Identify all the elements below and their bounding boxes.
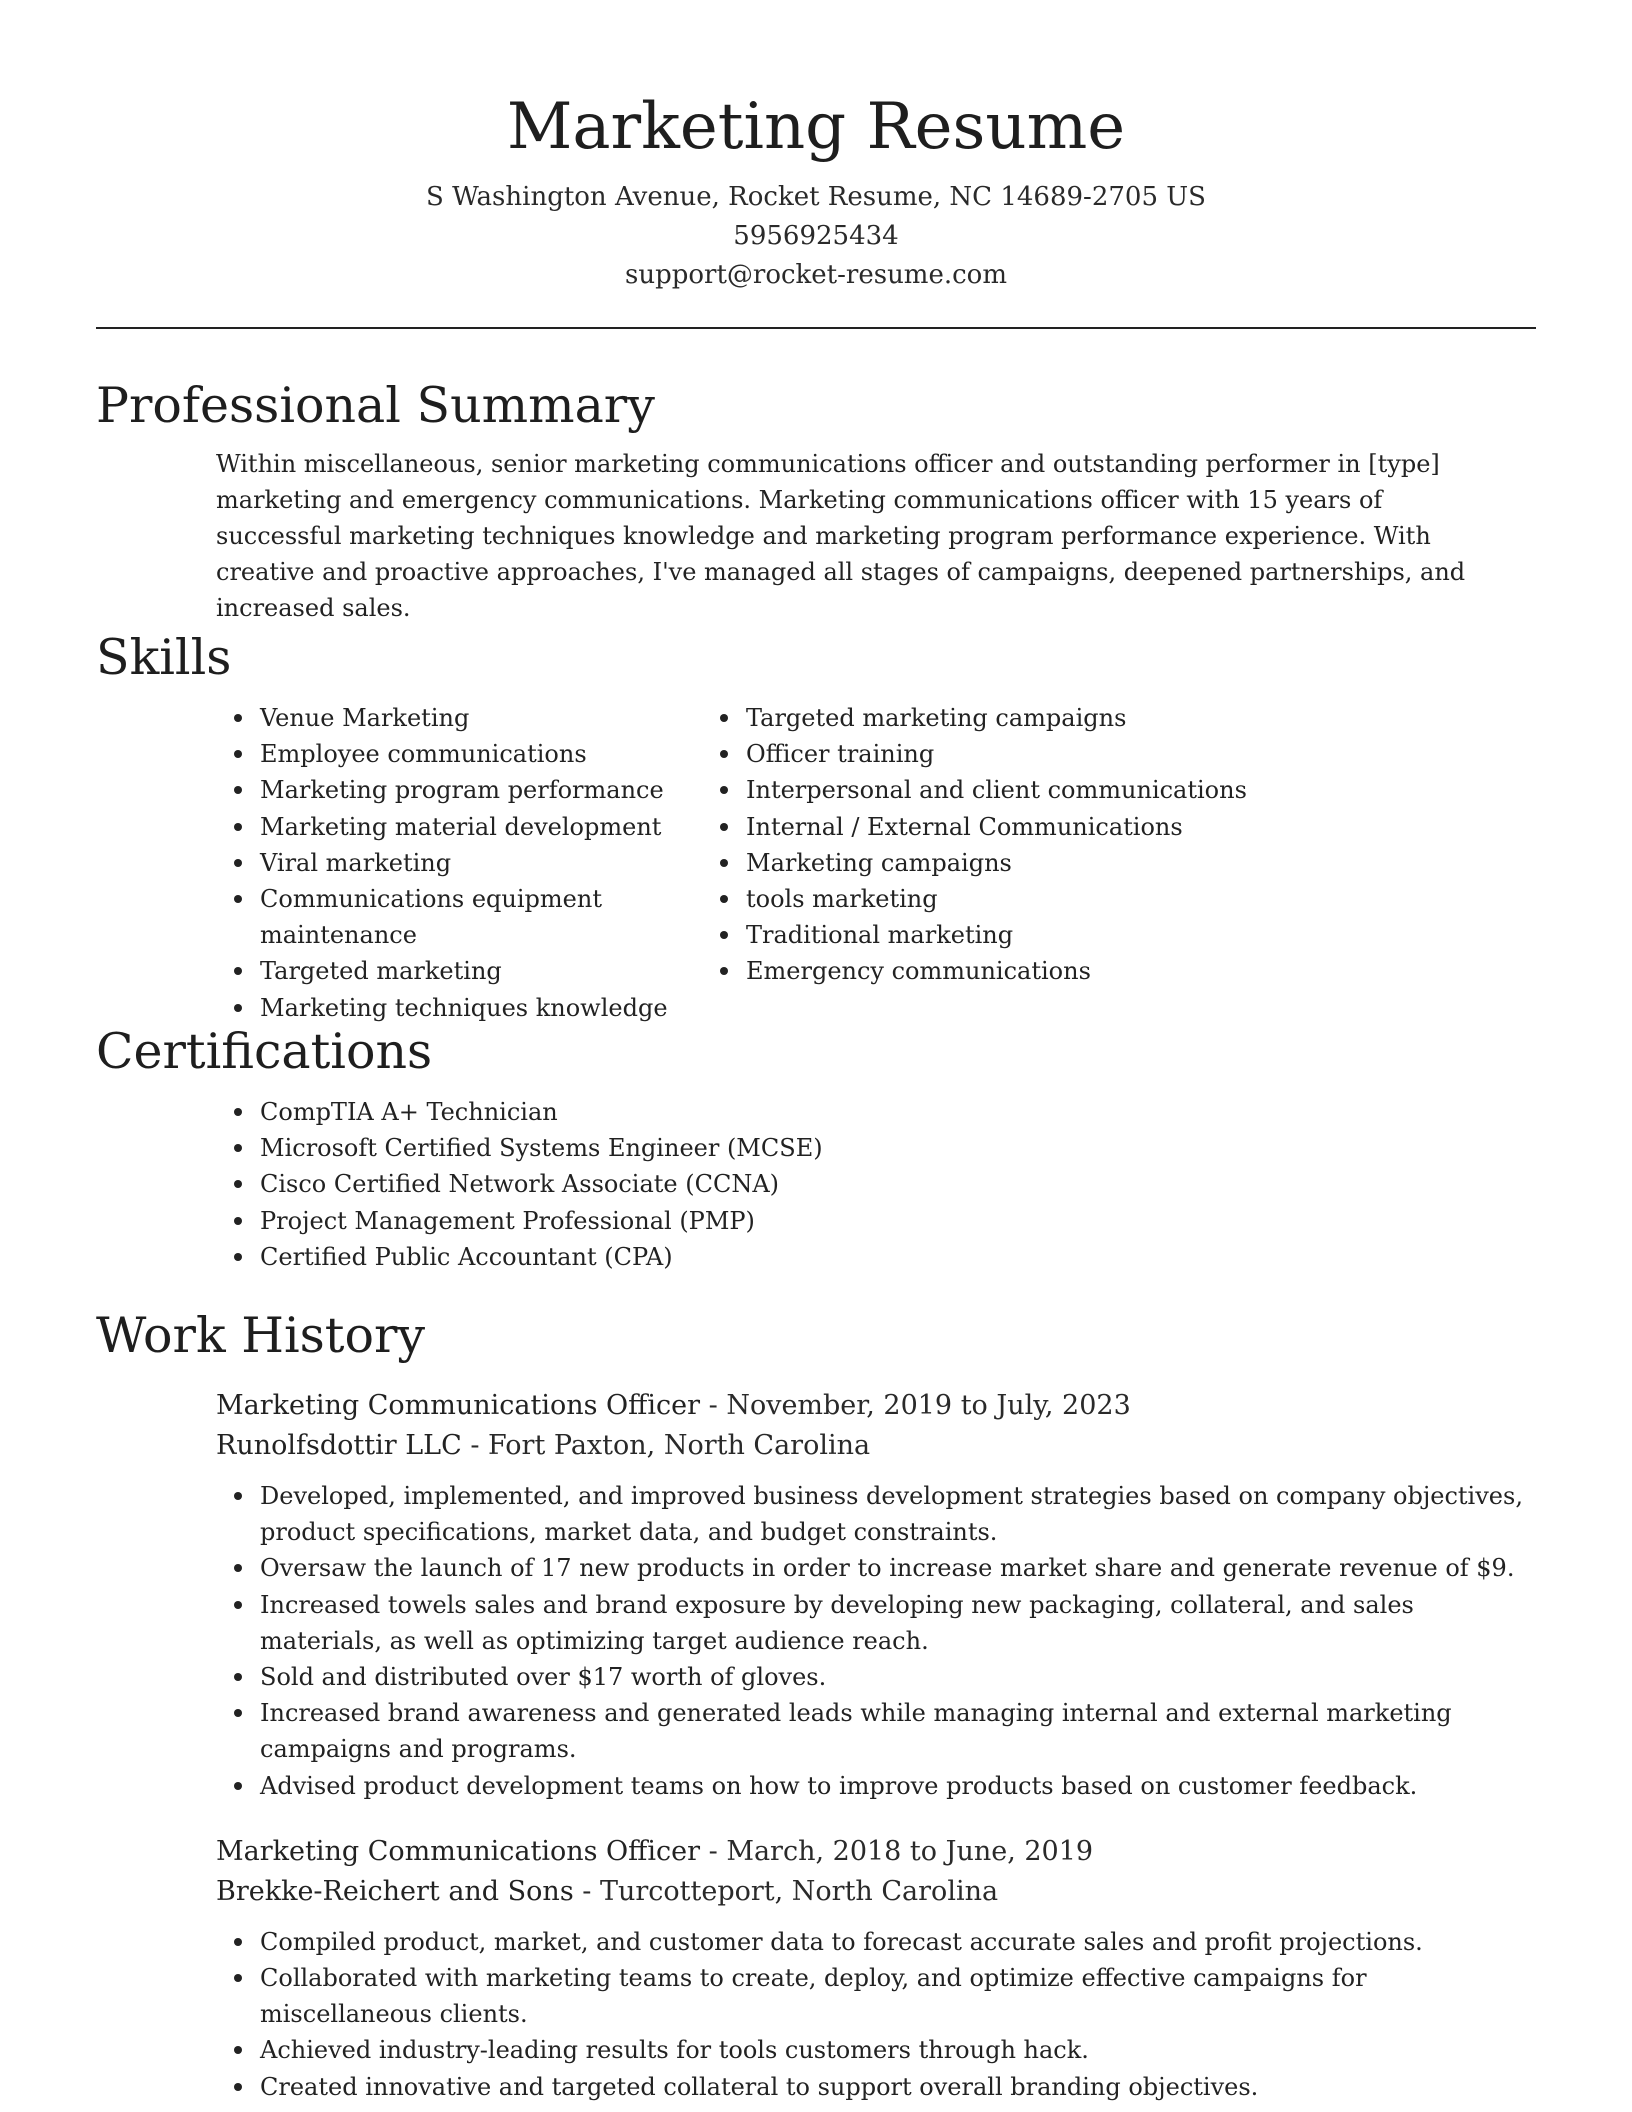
job-title-line <box>96 1386 1536 1426</box>
summary-text: Within miscellaneous, senior marketing communications officer and outstanding performer in [type] marketing and emergency communications. Marketing communications officer with 15 years of successful marketing techniques knowledge and marketing program performance experience. With creative and proactive approaches, I've managed all stages of campaigns, deepened partnerships, and increased sales. <box>216 450 1466 622</box>
job-duty-item: Collaborated with marketing teams to create, deploy, and optimize effective campaigns for miscellaneous clients. <box>260 1960 1536 2032</box>
job-duties-list <box>96 1478 1536 1804</box>
job-entry <box>96 1832 1536 2105</box>
summary-heading: Professional Summary <box>96 377 655 434</box>
job-duty-item: Developed, implemented, and improved business development strategies based on company objectives, product specifications, market data, and budget constraints. <box>260 1478 1536 1550</box>
job-title: Marketing Communications Officer <box>216 1390 701 1421</box>
work-history-section <box>96 1306 1536 2105</box>
skills-heading: Skills <box>96 629 232 686</box>
job-separator: - <box>700 1835 727 1867</box>
job-duty-item: Achieved industry-leading results for tools customers through hack. <box>260 2032 1536 2068</box>
resume-header <box>96 0 1536 329</box>
skill-item: Traditional marketing <box>746 917 1396 953</box>
certification-item: Certified Public Accountant (CPA) <box>260 1239 1536 1275</box>
work-history-heading: Work History <box>96 1307 426 1364</box>
job-company: Brekke-Reichert and Sons <box>216 1875 574 1907</box>
header-divider <box>96 327 1536 329</box>
skill-item: Employee communications <box>260 736 746 772</box>
job-location: Fort Paxton, North Carolina <box>488 1430 871 1461</box>
job-location: Turcotteport, North Carolina <box>599 1875 999 1907</box>
skill-item: Targeted marketing campaigns <box>746 700 1396 736</box>
job-duty-item: Increased towels sales and brand exposure by developing new packaging, collateral, and sales materials, as well as optimizing target audience reach. <box>260 1587 1536 1659</box>
skill-item: Marketing program performance <box>260 772 746 808</box>
job-duties-list <box>96 1924 1536 2105</box>
contact-phone: 5956925434 <box>733 221 899 251</box>
skill-item: Interpersonal and client communications <box>746 772 1396 808</box>
job-duty-item: Compiled product, market, and customer data to forecast accurate sales and profit projections. <box>260 1924 1536 1960</box>
job-dates: March, 2018 to June, 2019 <box>726 1835 1094 1867</box>
job-duty-item: Sold and distributed over $17 worth of gloves. <box>260 1659 1536 1695</box>
job-separator: - <box>700 1390 727 1421</box>
skill-item: tools marketing <box>746 881 1396 917</box>
certification-item: Project Management Professional (PMP) <box>260 1203 1536 1239</box>
contact-info <box>96 178 1536 295</box>
certifications-section <box>96 1022 1536 1275</box>
contact-address: S Washington Avenue, Rocket Resume, NC 14689-2705 US <box>426 182 1206 212</box>
job-duty-item: Created innovative and targeted collateral to support overall branding objectives. <box>260 2069 1536 2105</box>
job-company-line <box>96 1426 1536 1466</box>
skill-item: Internal / External Communications <box>746 809 1396 845</box>
skill-item: Marketing material development <box>260 809 746 845</box>
skills-column-right <box>746 700 1396 1026</box>
skills-section <box>96 628 1536 1026</box>
job-duty-item: Advised product development teams on how to improve products based on customer feedback. <box>260 1768 1536 1804</box>
skills-column-left <box>96 700 746 1026</box>
resume-name: Marketing Resume <box>506 90 1126 164</box>
resume-page <box>96 0 1536 2101</box>
skill-item: Officer training <box>746 736 1396 772</box>
job-separator: - <box>573 1875 600 1907</box>
certification-item: Microsoft Certified Systems Engineer (MCSE) <box>260 1130 1536 1166</box>
skills-list-left <box>96 700 746 1026</box>
certifications-list <box>96 1094 1536 1275</box>
skill-item: Viral marketing <box>260 845 746 881</box>
contact-email: support@rocket-resume.com <box>624 260 1007 290</box>
job-title: Marketing Communications Officer <box>216 1835 701 1867</box>
skills-columns <box>96 700 1536 1026</box>
skill-item: Emergency communications <box>746 953 1396 989</box>
certification-item: CompTIA A+ Technician <box>260 1094 1536 1130</box>
summary-section <box>96 376 1536 626</box>
skill-item: Marketing techniques knowledge <box>260 990 746 1026</box>
certifications-heading: Certifications <box>96 1023 433 1080</box>
skill-item: Communications equipment maintenance <box>260 881 746 953</box>
job-title-line <box>96 1832 1536 1872</box>
job-company-line <box>96 1872 1536 1912</box>
job-dates: November, 2019 to July, 2023 <box>726 1390 1131 1421</box>
job-duty-item: Increased brand awareness and generated leads while managing internal and external marketing campaigns and programs. <box>260 1695 1536 1767</box>
skill-item: Venue Marketing <box>260 700 746 736</box>
skill-item: Marketing campaigns <box>746 845 1396 881</box>
certification-item: Cisco Certified Network Associate (CCNA) <box>260 1166 1536 1202</box>
job-separator: - <box>461 1430 489 1461</box>
job-company: Runolfsdottir LLC <box>216 1430 462 1461</box>
skill-item: Targeted marketing <box>260 953 746 989</box>
job-entry <box>96 1386 1536 1804</box>
job-duty-item: Oversaw the launch of 17 new products in order to increase market share and generate revenue of $9. <box>260 1550 1536 1586</box>
